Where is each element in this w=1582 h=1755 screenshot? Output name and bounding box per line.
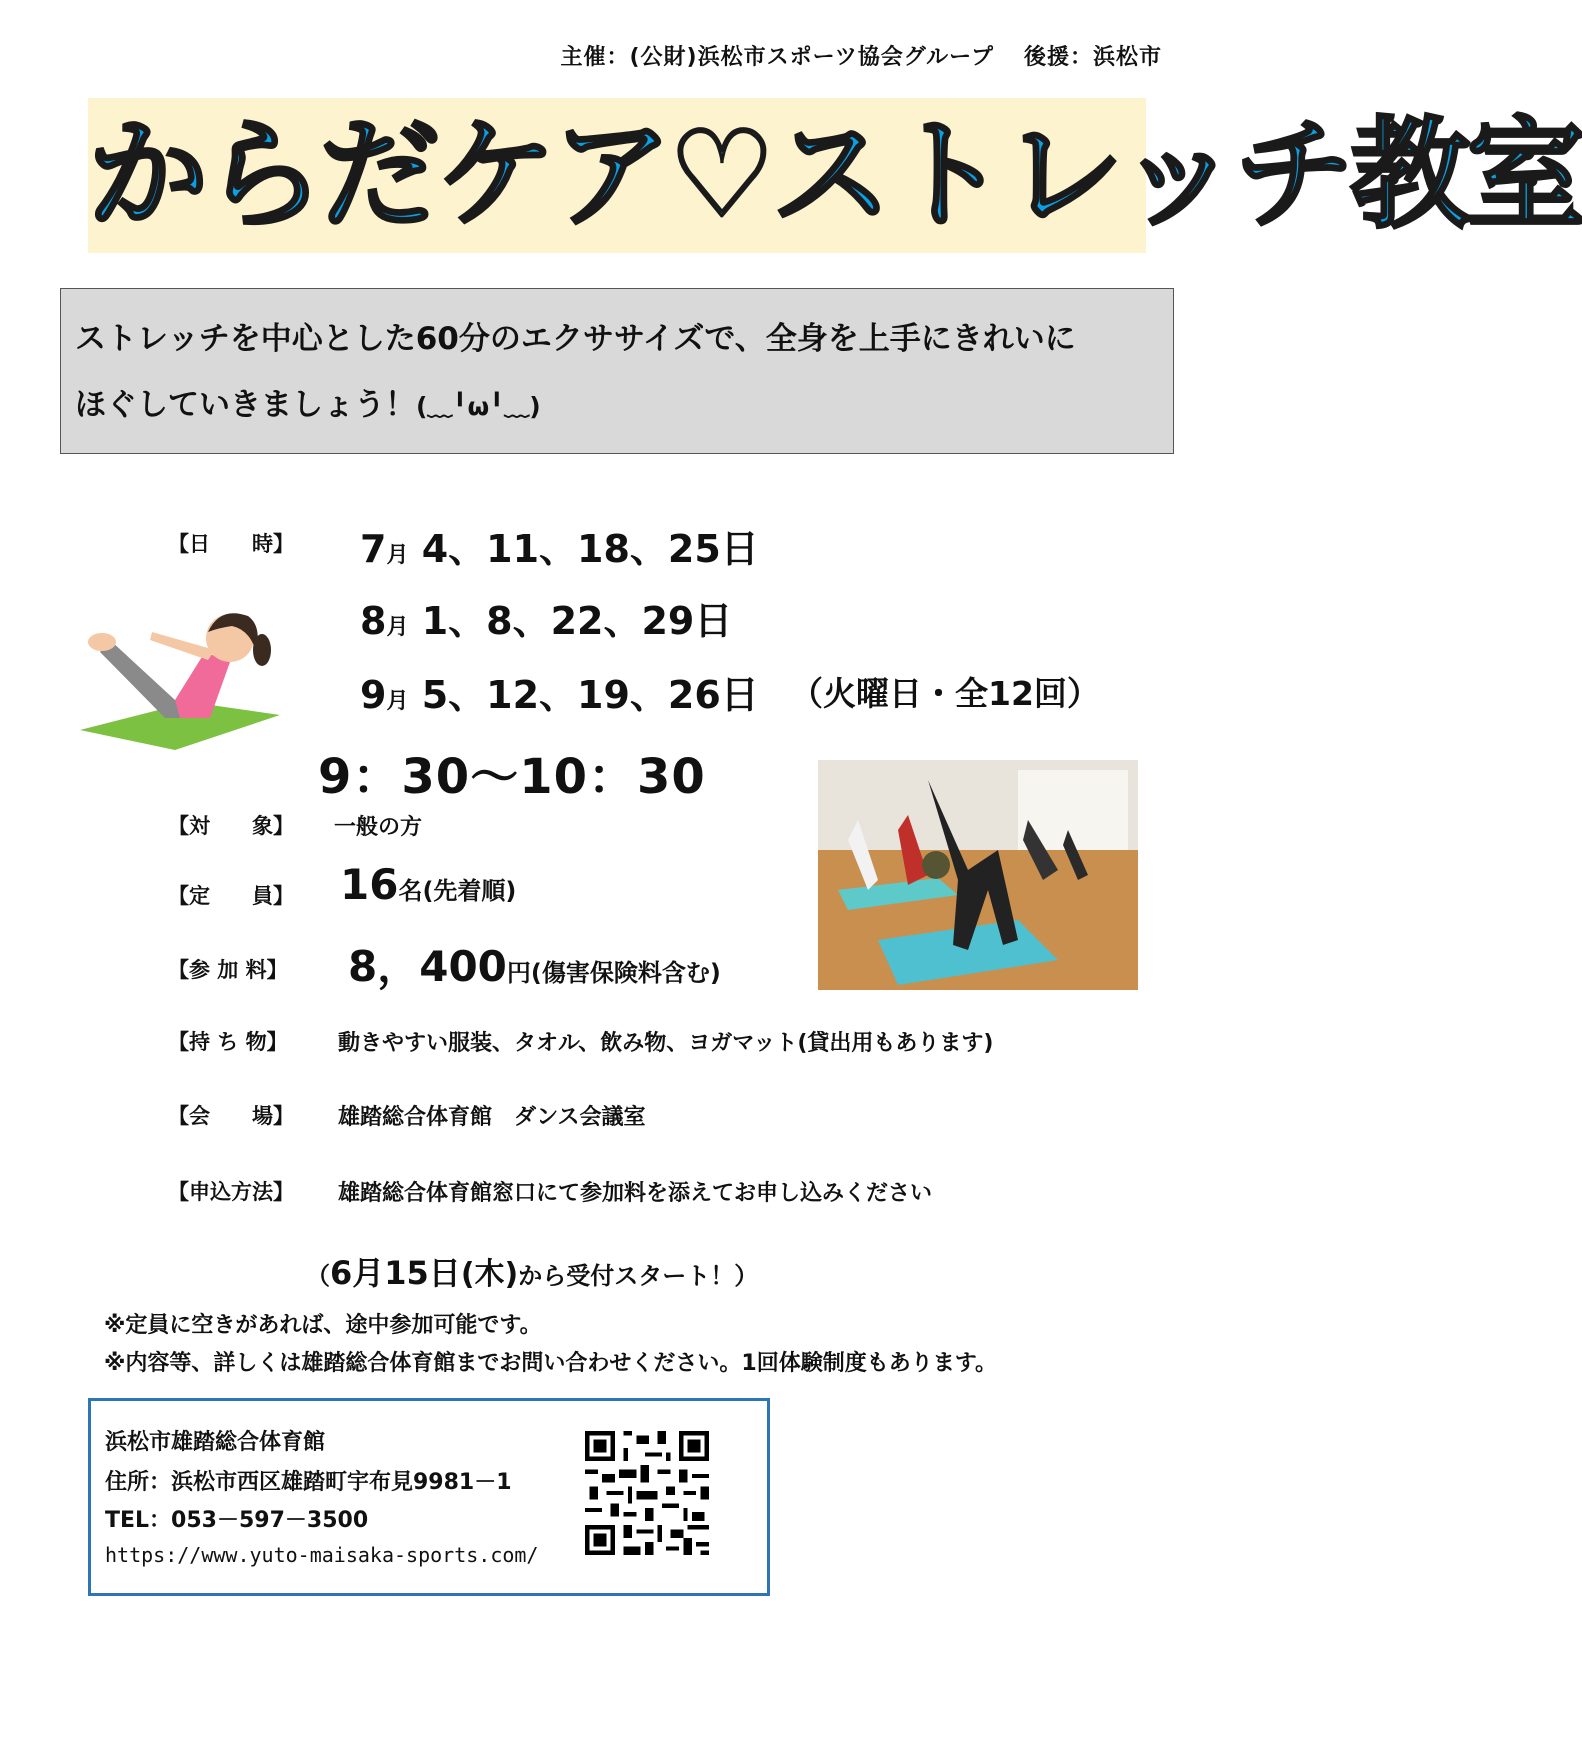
start-rest: から受付スタート！） [518,1262,759,1290]
month-august: 8 [360,599,387,643]
note-2: ※内容等、詳しくは雄踏総合体育館までお問い合わせください。1回体験制度もあります。 [104,1351,997,1376]
target-value: 一般の方 [334,815,423,840]
intro-line-1: ストレッチを中心とした60分のエクササイズで、全身を上手にきれいに [75,321,1076,357]
class-photo [818,760,1138,990]
application-start [306,1248,758,1294]
schedule-label: 【日 時】 [168,532,294,556]
fee-unit: 円(傷害保険料含む) [506,959,721,987]
capacity-unit: 名(先着順) [398,877,517,905]
capacity-value [340,860,516,909]
contact-address: 住所：浜松市西区雄踏町宇布見9981－1 [105,1470,512,1495]
venue-value: 雄踏総合体育館 ダンス会議室 [338,1105,646,1130]
page-title: からだケア♡ストレッチ教室 [88,106,1582,245]
intro-box [60,288,1174,454]
venue-label: 【会 場】 [168,1104,294,1128]
schedule-row-september [360,664,759,719]
yoga-illustration [80,590,290,760]
note-1: ※定員に空きがあれば、途中参加可能です。 [104,1313,542,1338]
fee-number: 8，400 [348,942,507,991]
supporter-text: 後援：浜松市 [1023,45,1162,70]
fee-value [348,934,721,994]
days-september: 5、12、19、26日 [421,673,759,717]
days-august: 1、8、22、29日 [421,599,733,643]
fee-label: 【参 加 料】 [168,958,288,982]
application-value: 雄踏総合体育館窓口にて参加料を添えてお申し込みください [338,1181,933,1206]
days-july: 4、11、18、25日 [421,527,759,571]
title-banner [88,98,1582,253]
month-july: 7 [360,527,387,571]
start-day: (木) [460,1257,519,1292]
target-label: 【対 象】 [168,814,294,838]
intro-face: (﹏╹ω╹﹏) [416,392,541,421]
schedule-note: （火曜日・全12回） [790,674,1100,713]
contact-url[interactable]: https://www.yuto-maisaka-sports.com/ [105,1543,539,1567]
start-date: 6月15日 [330,1254,461,1292]
items-value: 動きやすい服装、タオル、飲み物、ヨガマット(貸出用もあります) [338,1031,994,1056]
organizer-text: 主催：(公財)浜松市スポーツ協会グループ [560,45,994,70]
intro-line-2-text: ほぐしていきましょう！ [75,387,416,423]
capacity-label: 【定 員】 [168,884,294,908]
month-unit: 月 [386,615,409,640]
month-unit: 月 [386,543,409,568]
items-label: 【持 ち 物】 [168,1030,288,1054]
contact-box [88,1398,770,1596]
intro-line-2 [75,379,541,424]
schedule-row-august [360,590,732,645]
month-unit: 月 [386,689,409,714]
qr-code-icon[interactable] [585,1431,709,1555]
organizer-line [561,40,1163,71]
start-open: （ [306,1262,330,1290]
contact-name: 浜松市雄踏総合体育館 [105,1430,326,1455]
contact-tel: TEL：053－597－3500 [105,1508,369,1533]
application-label: 【申込方法】 [168,1180,294,1204]
schedule-row-july [360,518,759,573]
time-range: 9：30〜10：30 [318,749,706,805]
capacity-number: 16 [340,860,399,909]
month-september: 9 [360,673,387,717]
